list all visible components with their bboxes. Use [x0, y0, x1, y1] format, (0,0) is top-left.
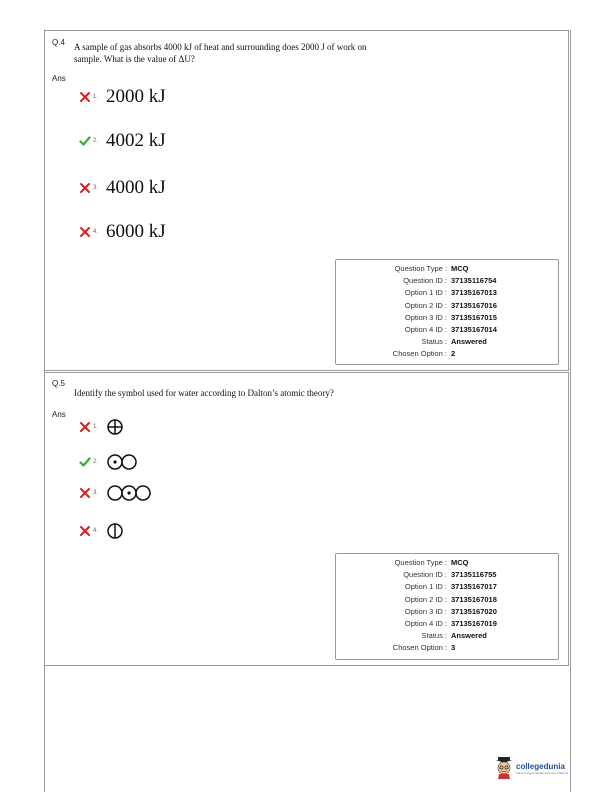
meta-row: Question ID : 37135116754: [403, 276, 497, 286]
circle-vertical-line-icon: [106, 522, 124, 540]
option-3: [79, 484, 152, 502]
meta-row: Option 3 ID : 37135167015: [404, 312, 497, 322]
option-number: 2.: [93, 459, 99, 465]
cross-icon: [79, 182, 91, 194]
question-number: Q.4: [52, 38, 65, 47]
meta-row: Question Type : MCQ: [394, 558, 469, 567]
option-number: 3.: [93, 185, 99, 191]
cross-icon: [79, 91, 91, 103]
meta-row: Status : Answered: [421, 337, 487, 347]
option-2: [79, 453, 138, 471]
option-number: 1.: [93, 424, 99, 430]
three-circles-dot-icon: [106, 484, 152, 502]
question-block-5: [44, 372, 569, 666]
option-number: 2.: [93, 138, 99, 144]
circle-plus-icon: [106, 418, 124, 436]
option-1: [79, 86, 166, 108]
meta-row: Question Type : MCQ: [394, 264, 469, 273]
meta-row: Chosen Option : 2: [392, 349, 456, 359]
option-number: 4.: [93, 528, 99, 534]
option-text: 4000 kJ: [106, 177, 166, 198]
option-4: [79, 522, 124, 540]
meta-row: Option 2 ID : 37135167018: [404, 594, 497, 604]
meta-row: Option 3 ID : 37135167020: [404, 606, 497, 616]
collegedunia-logo: [495, 757, 568, 779]
check-icon: [79, 135, 91, 147]
meta-row: Chosen Option : 3: [392, 643, 456, 653]
option-3: [79, 177, 166, 199]
question-text: Identify the symbol used for water according to Dalton’s atomic theory?: [74, 388, 334, 398]
question-number: Q.5: [52, 379, 65, 388]
meta-row: Status : Answered: [421, 631, 487, 641]
option-number: 4.: [93, 229, 99, 235]
option-text: 2000 kJ: [106, 86, 166, 107]
question-block-4: [44, 30, 569, 371]
meta-row: Option 4 ID : 37135167014: [404, 324, 497, 334]
check-icon: [79, 456, 91, 468]
option-1: [79, 418, 124, 436]
meta-row: Option 4 ID : 37135167019: [404, 618, 497, 628]
answer-label: Ans: [52, 410, 66, 419]
meta-row: Question ID : 37135116755: [403, 570, 497, 580]
cross-icon: [79, 487, 91, 499]
meta-row: Option 1 ID : 37135167017: [404, 582, 497, 592]
two-circles-dot-icon: [106, 453, 138, 471]
logo-tagline: India's largest Student Review Platform: [516, 770, 569, 775]
logo-name: collegedunia: [516, 761, 565, 771]
option-number: 1.: [93, 94, 99, 100]
question-meta-box: [335, 553, 559, 660]
answer-label: Ans: [52, 74, 66, 83]
meta-row: Option 1 ID : 37135167013: [404, 288, 497, 298]
cross-icon: [79, 226, 91, 238]
question-meta-box: [335, 259, 559, 365]
option-text: 6000 kJ: [106, 221, 166, 242]
mascot-icon: [495, 757, 513, 779]
cross-icon: [79, 525, 91, 537]
option-2: [79, 130, 166, 152]
cross-icon: [79, 421, 91, 433]
question-text: A sample of gas absorbs 4000 kJ of heat and surrounding does 2000 J of work on sample. What is the value of ΔU?: [74, 42, 367, 64]
option-number: 3.: [93, 490, 99, 496]
option-text: 4002 kJ: [106, 130, 166, 151]
meta-row: Option 2 ID : 37135167016: [404, 300, 497, 310]
option-4: [79, 221, 166, 243]
logo-text-group: [516, 762, 568, 775]
